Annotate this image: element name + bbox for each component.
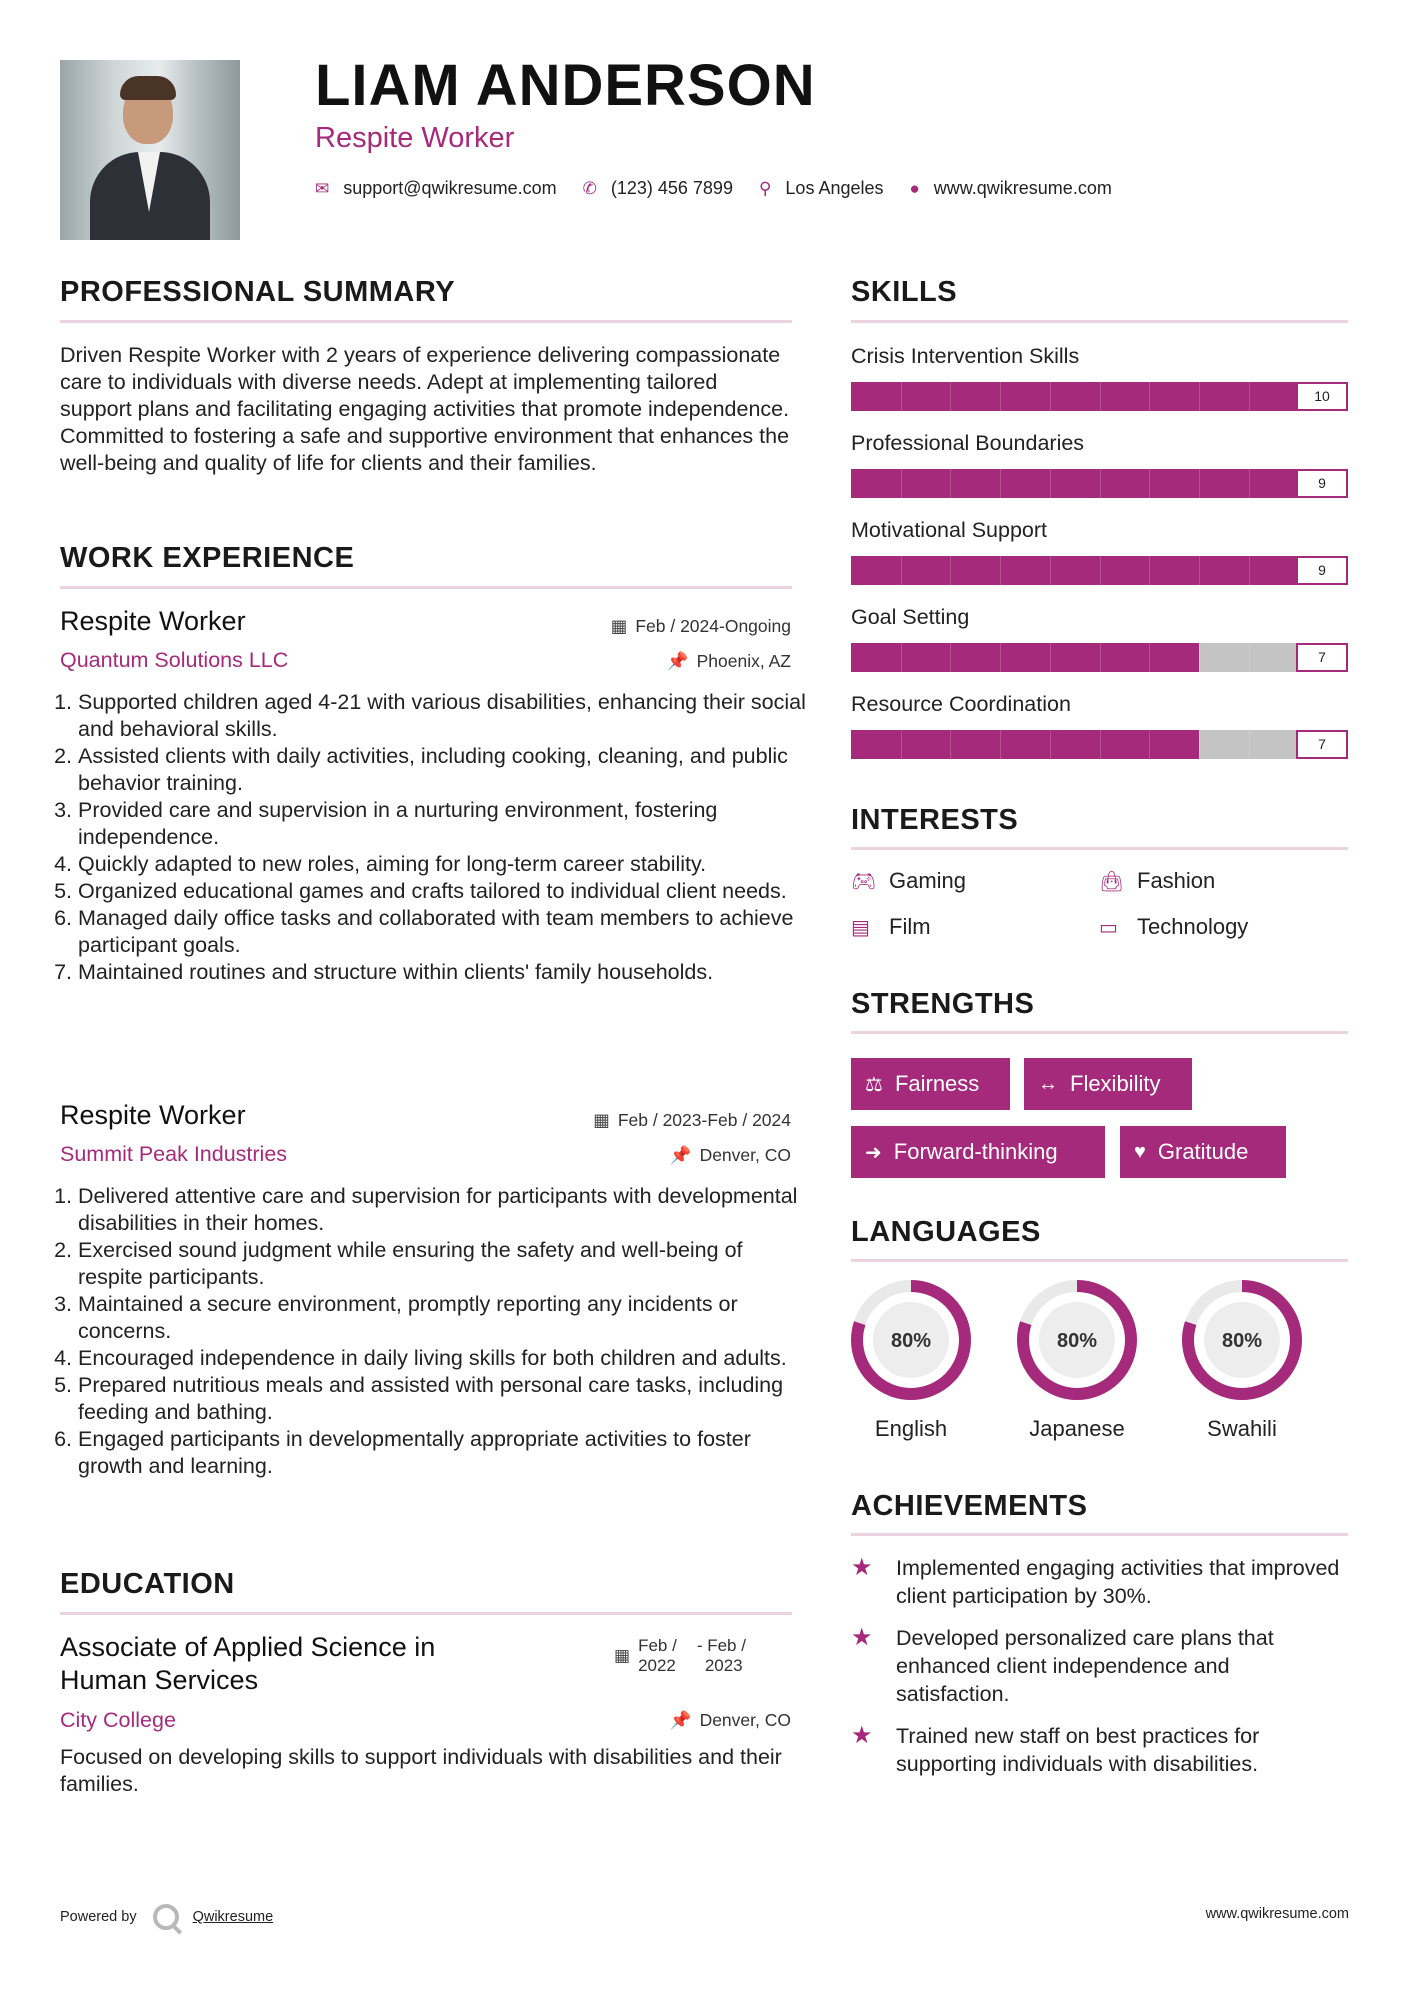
skill-level-badge: 7 xyxy=(1296,730,1348,759)
education-heading: EDUCATION xyxy=(60,1568,235,1600)
contact-bar xyxy=(315,178,1138,199)
skill-name: Goal Setting xyxy=(851,605,970,629)
degree-line-1: Associate of Applied Science in xyxy=(60,1632,436,1662)
experience-divider xyxy=(60,586,792,589)
interests-divider xyxy=(851,847,1348,850)
language-ring xyxy=(1180,1278,1304,1402)
star-icon: ★ xyxy=(851,1722,873,1749)
balance-scale-icon: ⚖ xyxy=(865,1073,883,1096)
profile-photo xyxy=(60,60,240,240)
list-item: 2. Exercised sound judgment while ensuring the safety and well-being of respite participants. xyxy=(78,1237,808,1291)
skill-level-badge: 7 xyxy=(1296,643,1348,672)
skill-name: Motivational Support xyxy=(851,518,1047,542)
film-icon: ▤ xyxy=(851,916,870,939)
calendar-icon: ▦ xyxy=(614,1646,631,1665)
skill-bar-fill xyxy=(851,643,1199,672)
education-location: 📌 Denver, CO xyxy=(669,1710,791,1730)
job-location: 📌 Denver, CO xyxy=(669,1145,791,1165)
language-percent: 80% xyxy=(890,1330,932,1352)
job-company: Quantum Solutions LLC xyxy=(60,648,289,672)
education-date: ▦Feb / 2022- Feb / 2023 xyxy=(614,1636,746,1675)
strength-tag: ↔ Flexibility xyxy=(1024,1058,1192,1110)
skill-bar xyxy=(851,643,1348,672)
skill-level-badge: 10 xyxy=(1296,382,1348,411)
star-icon: ★ xyxy=(851,1554,873,1581)
strength-tag: ⚖ Fairness xyxy=(851,1058,1010,1110)
job-title: Respite Worker xyxy=(60,606,246,636)
language-percent: 80% xyxy=(1221,1330,1263,1352)
skill-name: Crisis Intervention Skills xyxy=(851,344,1080,368)
list-item: 3. Maintained a secure environment, promptly reporting any incidents or concerns. xyxy=(78,1291,808,1345)
list-item: 1. Delivered attentive care and supervision for participants with developmental disabilities in their homes. xyxy=(78,1183,808,1237)
job-bullets xyxy=(60,689,808,986)
achievements-divider xyxy=(851,1533,1348,1536)
languages-heading: LANGUAGES xyxy=(851,1216,1041,1248)
language-item xyxy=(849,1278,973,1442)
school-name: City College xyxy=(60,1708,176,1732)
globe-icon: ● xyxy=(909,178,920,198)
interest-technology: ▭ Technology xyxy=(1099,914,1249,939)
pin-icon: 📌 xyxy=(666,651,689,671)
skill-name: Resource Coordination xyxy=(851,692,1071,716)
language-ring xyxy=(1015,1278,1139,1402)
list-item: 7. Maintained routines and structure within clients' family households. xyxy=(78,959,808,986)
skill-name: Professional Boundaries xyxy=(851,431,1085,455)
qwikresume-logo-icon xyxy=(153,1904,179,1930)
education-description: Focused on developing skills to support individuals with disabilities and their families. xyxy=(60,1745,782,1796)
arrow-right-icon: ➜ xyxy=(865,1141,882,1164)
phone-icon: ✆ xyxy=(582,178,597,198)
shopping-bag-icon: 👜︎ xyxy=(1099,870,1125,893)
skill-bar-fill xyxy=(851,730,1199,759)
calendar-icon: ▦ xyxy=(593,1110,610,1130)
job-date: ▦ Feb / 2023-Feb / 2024 xyxy=(593,1110,791,1130)
list-item: 6. Managed daily office tasks and collaborated with team members to achieve participant goals. xyxy=(78,905,808,959)
job-company: Summit Peak Industries xyxy=(60,1142,288,1166)
skill-bar xyxy=(851,730,1348,759)
skill-level-badge: 9 xyxy=(1296,469,1348,498)
language-name: English xyxy=(874,1416,948,1441)
education-divider xyxy=(60,1612,792,1615)
achievement-item: ★ Implemented engaging activities that improved client participation by 30%. xyxy=(851,1554,1340,1608)
candidate-title: Respite Worker xyxy=(315,122,515,154)
contact-phone[interactable]: (123) 456 7899 xyxy=(610,178,733,198)
contact-location: Los Angeles xyxy=(785,178,884,198)
interest-fashion: 👜︎ Fashion xyxy=(1099,868,1216,893)
strength-tag: ♥ Gratitude xyxy=(1120,1126,1286,1178)
contact-website[interactable]: www.qwikresume.com xyxy=(933,178,1112,198)
languages-divider xyxy=(851,1259,1348,1262)
list-item: 2. Assisted clients with daily activities, including cooking, cleaning, and public behavior training. xyxy=(78,743,808,797)
job-location: 📌 Phoenix, AZ xyxy=(666,651,791,671)
pin-icon: 📌 xyxy=(669,1145,692,1165)
skills-divider xyxy=(851,320,1348,323)
strengths-heading: STRENGTHS xyxy=(851,988,1035,1020)
job-title: Respite Worker xyxy=(60,1100,246,1130)
calendar-icon: ▦ xyxy=(610,616,628,636)
job-date: ▦ Feb / 2024-Ongoing xyxy=(610,616,791,636)
list-item: 5. Prepared nutritious meals and assisted with personal care tasks, including feeding and bathing. xyxy=(78,1372,808,1426)
achievement-item: ★ Trained new staff on best practices for supporting individuals with disabilities. xyxy=(851,1722,1260,1776)
list-item: 3. Provided care and supervision in a nurturing environment, fostering independence. xyxy=(78,797,808,851)
laptop-icon: ▭ xyxy=(1099,916,1118,939)
star-icon: ★ xyxy=(851,1624,873,1651)
footer-brand-link[interactable]: Qwikresume xyxy=(192,1909,274,1925)
footer-url[interactable]: www.qwikresume.com xyxy=(1205,1906,1349,1922)
skill-bar-fill xyxy=(851,469,1298,498)
language-item xyxy=(1015,1278,1139,1442)
list-item: 5. Organized educational games and crafts tailored to individual client needs. xyxy=(78,878,808,905)
summary-text: Driven Respite Worker with 2 years of experience delivering compassionate care to individuals with diverse needs. Adept at implementing tailored support plans and facilitating engaging activities that promote independence. Committed to fostering a safe and supportive environment that enhances the well-being and quality of life for clients and their families. xyxy=(60,343,790,475)
skill-bar xyxy=(851,469,1348,498)
language-name: Japanese xyxy=(1029,1416,1125,1441)
list-item: 6. Engaged participants in developmentally appropriate activities to foster growth and learning. xyxy=(78,1426,808,1480)
list-item: 4. Quickly adapted to new roles, aiming for long-term career stability. xyxy=(78,851,808,878)
candidate-name: LIAM ANDERSON xyxy=(315,53,816,118)
job-bullets xyxy=(60,1183,808,1480)
interests-heading: INTERESTS xyxy=(851,804,1019,836)
achievements-heading: ACHIEVEMENTS xyxy=(851,1490,1088,1522)
heart-icon: ♥ xyxy=(1134,1140,1146,1163)
language-item xyxy=(1180,1278,1304,1442)
strength-tag: ➜ Forward-thinking xyxy=(851,1126,1105,1178)
skill-bar xyxy=(851,382,1348,411)
language-name: Swahili xyxy=(1207,1416,1277,1441)
language-ring xyxy=(849,1278,973,1402)
envelope-icon: ✉ xyxy=(315,178,330,198)
contact-email[interactable]: support@qwikresume.com xyxy=(343,178,557,198)
pin-icon: 📌 xyxy=(669,1710,692,1730)
interest-film: ▤ Film xyxy=(851,914,931,939)
strengths-divider xyxy=(851,1031,1348,1034)
arrows-horizontal-icon: ↔ xyxy=(1038,1072,1058,1095)
experience-heading: WORK EXPERIENCE xyxy=(60,542,355,574)
skill-level-badge: 9 xyxy=(1296,556,1348,585)
list-item: 4. Encouraged independence in daily living skills for both children and adults. xyxy=(78,1345,808,1372)
degree-line-2: Human Services xyxy=(60,1665,259,1695)
achievement-item: ★ Developed personalized care plans that enhanced client independence and satisfaction. xyxy=(851,1624,1274,1706)
interest-gaming: 🎮︎ Gaming xyxy=(851,868,967,893)
map-pin-icon: ⚲ xyxy=(758,178,772,198)
summary-heading: PROFESSIONAL SUMMARY xyxy=(60,276,456,308)
skill-bar-fill xyxy=(851,556,1298,585)
footer-powered-by: Powered by Qwikresume xyxy=(60,1904,273,1930)
skill-bar xyxy=(851,556,1348,585)
list-item: 1. Supported children aged 4-21 with various disabilities, enhancing their social and behavioral skills. xyxy=(78,689,808,743)
summary-divider xyxy=(60,320,792,323)
gamepad-icon: 🎮︎ xyxy=(851,870,877,893)
skills-heading: SKILLS xyxy=(851,276,958,308)
language-percent: 80% xyxy=(1056,1330,1098,1352)
